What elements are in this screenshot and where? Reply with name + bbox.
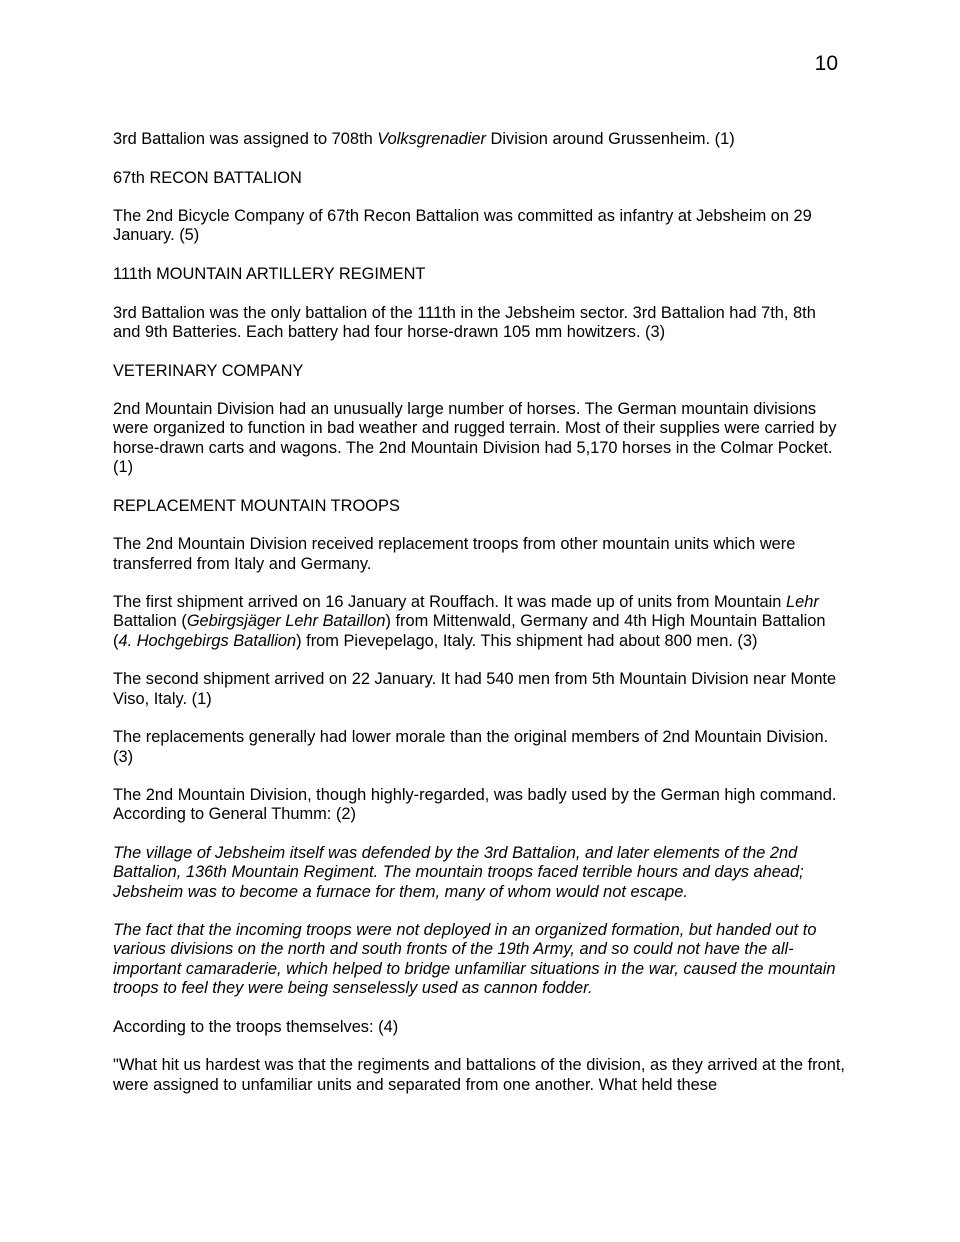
- text-run: Division around Grussenheim. (1): [485, 130, 735, 148]
- paragraph: [113, 1056, 845, 1095]
- section-heading: [113, 169, 845, 188]
- text-run: The 2nd Mountain Division, though highly-regarded, was badly used by the German high command. According to General Thumm: (2): [113, 786, 837, 824]
- text-run: The 2nd Mountain Division received replacement troops from other mountain units which were transferred from Italy and Germany.: [113, 535, 796, 573]
- section-heading: [113, 362, 845, 381]
- text-run: ) from Pievepelago, Italy. This shipment had about 800 men. (3): [296, 631, 758, 650]
- paragraph: [113, 593, 845, 651]
- text-run: The first shipment arrived on 16 January at Rouffach. It was made up of units from Mountain: [113, 593, 786, 612]
- paragraph: [113, 728, 845, 767]
- text-run: Battalion (: [113, 612, 187, 631]
- text-run: 3rd Battalion was the only battalion of the 111th in the Jebsheim sector. 3rd Battalion had 7th, 8th and 9th Batteries. Each battery had four horse-drawn 105 mm howitzers. (3): [113, 303, 816, 341]
- page-number: 10: [814, 52, 838, 75]
- text-run: VETERINARY COMPANY: [113, 361, 304, 380]
- text-run: The 2nd Bicycle Company of 67th Recon Battalion was committed as infantry at Jebsheim on 29 January. (5): [113, 207, 812, 245]
- section-heading: [113, 265, 845, 284]
- text-run: 4. Hochgebirgs Batallion: [118, 631, 297, 650]
- paragraph: [113, 844, 845, 902]
- text-run: "What hit us hardest was that the regiments and battalions of the division, as they arrived at the front, were assigned to unfamiliar units and separated from one another. What held these: [113, 1056, 845, 1094]
- text-run: The replacements generally had lower morale than the original members of 2nd Mountain Division. (3): [113, 728, 829, 766]
- paragraph: [113, 670, 845, 709]
- section-heading: [113, 497, 845, 516]
- text-run: 3rd Battalion was assigned to 708th: [113, 130, 378, 148]
- text-run: The second shipment arrived on 22 January. It had 540 men from 5th Mountain Division near Monte Viso, Italy. (1): [113, 670, 837, 708]
- paragraph: [113, 207, 845, 246]
- text-run: The fact that the incoming troops were not deployed in an organized formation, but handed out to various divisions on the north and south fronts of the 19th Army, and so could not have the all-important camaraderie, which helped to bridge unfamiliar situations in the war, caused the mountain troops to feel they were being senselessly used as cannon fodder.: [113, 921, 836, 998]
- text-run: REPLACEMENT MOUNTAIN TROOPS: [113, 496, 400, 515]
- paragraph: [113, 1018, 845, 1037]
- text-run: ) from Mittenwald, Germany and 4th High Mountain Battalion (: [113, 612, 826, 650]
- text-run: 67th RECON BATTALION: [113, 168, 302, 187]
- text-run: According to the troops themselves: (4): [113, 1017, 399, 1036]
- document-body: [113, 130, 845, 1114]
- paragraph: [113, 786, 845, 825]
- paragraph: [113, 921, 845, 998]
- text-run: The village of Jebsheim itself was defended by the 3rd Battalion, and later elements of the 2nd Battalion, 136th Mountain Regiment. The mountain troops faced terrible hours and days ahead; Jebsheim was to become a furnace for them, many of whom would not escape.: [113, 843, 804, 901]
- text-run: 2nd Mountain Division had an unusually large number of horses. The German mountain divisions were organized to function in bad weather and rugged terrain. Most of their supplies were carried by horse-drawn carts and wagons. The 2nd Mountain Division had 5,170 horses in the Colmar Pocket. (1): [113, 400, 837, 477]
- text-run: Volksgrenadier: [377, 130, 486, 148]
- text-run: Gebirgsjäger Lehr Bataillon: [186, 612, 386, 631]
- paragraph: [113, 130, 845, 149]
- paragraph: [113, 400, 845, 477]
- text-run: 111th MOUNTAIN ARTILLERY REGIMENT: [113, 265, 426, 284]
- paragraph: [113, 535, 845, 574]
- text-run: Lehr: [785, 593, 819, 612]
- paragraph: [113, 304, 845, 343]
